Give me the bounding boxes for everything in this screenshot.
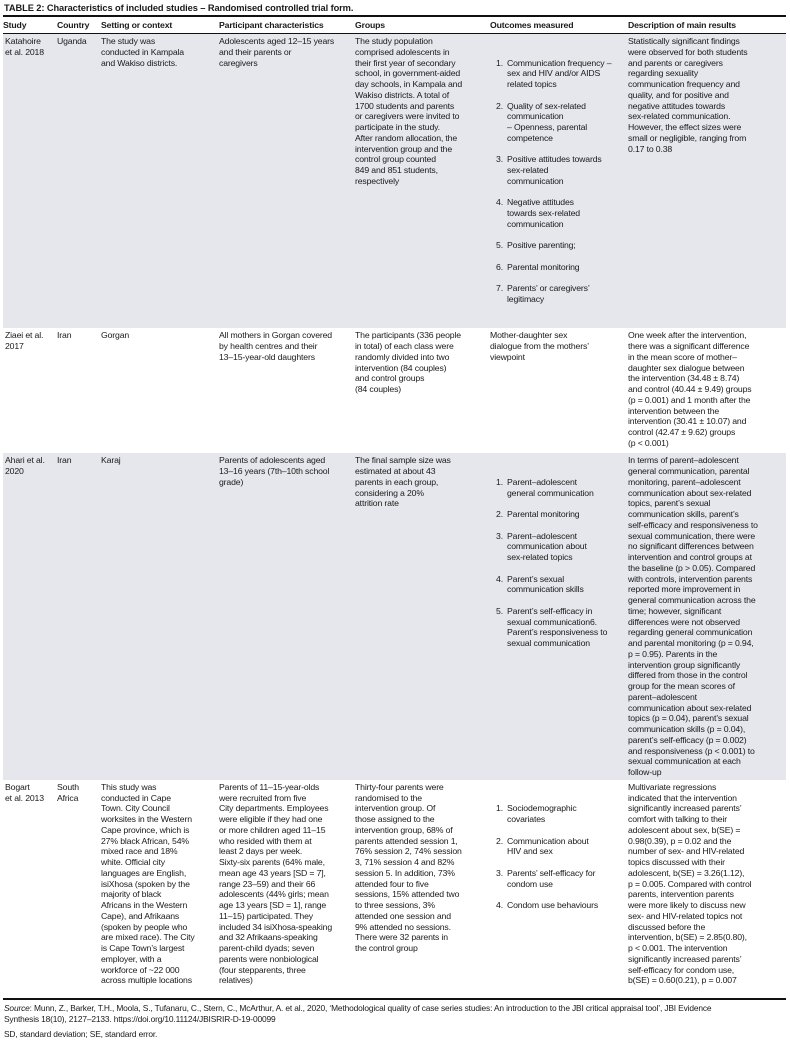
outcome-item [490, 283, 625, 305]
outcome-text: Communication frequency – sex and HIV and/or AIDS related topics [507, 57, 612, 89]
source-note [3, 1003, 786, 1025]
table-row [3, 34, 786, 328]
outcome-item [490, 574, 625, 596]
groups-cell: The study population comprised adolescents in their first year of secondary school, in government-aided day schools, in Kampala and Wakiso districts. A total of 1700 students and parents or caregivers were invited to participate in the study. After random allocation, the intervention group and the control group counted 849 and 851 students, respectively [355, 36, 463, 186]
header-outcomes: Outcomes measured [490, 19, 574, 30]
table-row [3, 780, 786, 998]
outcome-number: 6. [496, 261, 503, 272]
outcome-text: Parent’s sexual communication skills [507, 573, 584, 595]
outcomes-list [490, 793, 625, 922]
outcome-item [490, 58, 625, 90]
outcomes-list [490, 466, 625, 660]
results-cell: One week after the intervention, there was a significant difference in the mean score of mother– daughter sex dialogue between the intervention (34.48 ± 8.74) and control (40.44 ± 9.49) groups (p = 0.001) and 1 month after the intervention between the intervention (30.41 ± 10.07) and control (42.47 ± 9.62) groups (p < 0.001) [628, 330, 752, 448]
outcomes-list [490, 47, 625, 316]
participants-cell: Parents of adolescents aged 13–16 years (7th–10th school grade) [219, 455, 330, 487]
outcome-item [490, 509, 625, 520]
outcome-text: Condom use behaviours [507, 900, 599, 910]
setting-cell: Gorgan [101, 330, 130, 341]
table-row [3, 453, 786, 780]
outcome-number: 4. [496, 573, 503, 584]
outcome-item [490, 240, 625, 251]
participants-cell: Adolescents aged 12–15 years and their parents or caregivers [219, 36, 335, 68]
header-study: Study [3, 19, 27, 30]
outcome-item [490, 197, 625, 229]
abbreviations-note: SD, standard deviation; SE, standard error. [4, 1028, 158, 1039]
results-cell: Statistically significant findings were observed for both students and parents or caregivers regarding sexuality communication frequency and quality, and for positive and negative attitudes towards sex-related communication. However, the effect sizes were small or negligible, ranging from 0.17 to 0.38 [628, 36, 748, 154]
outcome-number: 7. [496, 283, 503, 294]
table-row [3, 328, 786, 453]
outcome-item [490, 477, 625, 499]
outcome-text: Quality of sex-related communication – Openness, parental competence [507, 100, 588, 143]
outcome-number: 2. [496, 100, 503, 111]
setting-cell: This study was conducted in Cape Town. City Council worksites in the Western Cape province, which is 27% black African, 54% mixed race and 18% white. Official city languages are English, isiXhosa (spoken by the majority of black Africans in the Western Cape), and Afrikaans (spoken by people who are mixed race). The City is Cape Town’s largest employer, with a workforce of ~22 000 across multiple locations [101, 781, 195, 986]
outcome-number: 3. [496, 530, 503, 541]
outcome-number: 2. [496, 509, 503, 519]
outcome-number: 5. [496, 605, 503, 616]
country-cell: South Africa [57, 781, 79, 803]
outcome-text: Negative attitudes towards sex-related communication [507, 197, 580, 229]
outcome-text: Parental monitoring [507, 509, 580, 519]
source-text: : Munn, Z., Barker, T.H., Moola, S., Tufanaru, C., Stern, C., McArthur, A. et al., 2020, ‘Methodological quality of case series studies: An introduction to the JBI critical appraisal tool’, JBI Evidence Synthesis 18(10), 2127–2133. https://doi.org/10.11124/JBISRIR-D-19-00099 [4, 1002, 712, 1024]
outcome-number: 4. [496, 197, 503, 208]
outcome-number: 3. [496, 154, 503, 165]
outcomes-cell [490, 453, 628, 780]
outcome-item [490, 803, 625, 825]
setting-cell: Karaj [101, 455, 121, 466]
outcome-text: Parents’ self-efficacy for condom use [507, 867, 596, 889]
outcome-number: 1. [496, 57, 503, 68]
outcome-number: 1. [496, 803, 503, 814]
outcome-item [490, 836, 625, 858]
outcomes-cell: Mother-daughter sex dialogue from the mothers’ viewpoint [490, 330, 589, 362]
outcome-number: 4. [496, 900, 503, 910]
country-cell: Uganda [57, 36, 87, 46]
participants-cell: All mothers in Gorgan covered by health centres and their 13–15-year-old daughters [219, 330, 332, 362]
outcome-number: 2. [496, 835, 503, 846]
outcome-text: Communication about HIV and sex [507, 835, 589, 857]
outcome-text: Parent–adolescent communication about sex-related topics [507, 530, 587, 562]
source-label: Source [4, 1002, 30, 1013]
outcome-number: 5. [496, 240, 503, 251]
outcomes-cell [490, 780, 628, 998]
outcome-item [490, 868, 625, 890]
study-cell: Bogart et al. 2013 [5, 781, 44, 803]
results-cell: Multivariate regressions indicated that the intervention significantly increased parents’ comfort with talking to their adolescent about sex, b(SE) = 0.98(0.39), p = 0.02 and the number of sex- and HIV-related topics discussed with their adolescent, b(SE) = 3.26(1.12), p = 0.005. Compared with control parents, intervention parents were more likely to discuss new sex- and HIV-related topics not discussed before the intervention, b(SE) = 2.85(0.80), p < 0.001. The intervention significantly increased parents’ self-efficacy for condom use, b(SE) = 0.60(0.21), p = 0.007 [628, 781, 752, 986]
table-caption: TABLE 2: Characteristics of included studies – Randomised controlled trial form. [4, 3, 354, 13]
setting-cell: The study was conducted in Kampala and Wakiso districts. [101, 36, 184, 68]
header-country: Country [57, 19, 90, 30]
outcome-text: Parent’s self-efficacy in sexual communication6. Parent’s responsiveness to sexual communication [507, 605, 608, 648]
country-cell: Iran [57, 455, 72, 466]
groups-cell: The participants (336 people in total) of each class were randomly divided into two intervention (84 couples) and control groups (84 couples) [355, 330, 461, 394]
study-cell: Ahari et al. 2020 [5, 455, 45, 476]
outcome-item [490, 900, 625, 911]
results-cell: In terms of parent–adolescent general communication, parental monitoring, parent–adolescent communication about sex-related topics, parent’s sexual communication skills, parent’s self-efficacy and responsiveness to sexual communication, there were no significant differences between intervention and control groups at the baseline (p > 0.05). Compared with controls, intervention parents reported more improvement in general communication across the time; however, significant differences were not observed regarding general communication and parental monitoring (p = 0.94, p = 0.95). Parents in the intervention group significantly differed from those in the control group for the mean scores of parent–adolescent communication about sex-related topics (p = 0.04), parent’s sexual communication skills (p = 0.04), parent’s self-efficacy (p = 0.002) and responsiveness (p < 0.001) to sexual communication at each follow-up [628, 455, 758, 777]
header-results: Description of main results [628, 19, 736, 30]
header-setting: Setting or context [101, 19, 173, 30]
outcome-text: Positive parenting; [507, 240, 576, 251]
study-cell: Ziaei et al. 2017 [5, 330, 44, 351]
outcomes-cell [490, 34, 628, 328]
outcome-number: 3. [496, 867, 503, 878]
groups-cell: Thirty-four parents were randomised to the intervention group. Of those assigned to the intervention group, 68% of parents attended session 1, 76% session 2, 74% session 3, 71% session 4 and 82% session 5. In addition, 73% attended four to five sessions, 15% attended two to three sessions, 3% attended one session and 9% attended no sessions. There were 32 parents in the control group [355, 781, 462, 953]
outcome-text: Parent–adolescent general communication [507, 476, 594, 498]
characteristics-table [3, 15, 786, 1000]
participants-cell: Parents of 11–15-year-olds were recruited from five City departments. Employees were eligible if they had one or more children aged 11–15 who resided with them at least 2 days per week. Sixty-six parents (64% male, mean age 43 years [SD = 7], range 23–59) and their 66 adolescents (44% girls; mean age 13 years [SD = 1], range 11–15) participated. They included 34 isiXhosa-speaking and 32 Afrikaans-speaking parent-child dyads; seven parents were nonbiological (four stepparents, three relatives) [219, 781, 333, 986]
country-cell: Iran [57, 330, 72, 341]
outcome-item [490, 154, 625, 186]
outcome-item [490, 262, 625, 273]
groups-cell: The final sample size was estimated at about 43 parents in each group, considering a 20% attrition rate [355, 455, 451, 509]
outcome-item [490, 101, 625, 144]
outcome-text: Sociodemographic covariates [507, 803, 577, 824]
table-header-row [3, 17, 786, 34]
outcome-text: Positive attitudes towards sex-related communication [507, 154, 602, 186]
header-groups: Groups [355, 19, 385, 30]
outcome-text: Parents’ or caregivers’ legitimacy [507, 283, 590, 304]
outcome-item [490, 531, 625, 563]
outcome-text: Parental monitoring [507, 261, 580, 272]
outcome-number: 1. [496, 476, 503, 487]
study-cell: Katahoire et al. 2018 [5, 36, 44, 57]
header-participants: Participant characteristics [219, 19, 324, 30]
outcome-item [490, 606, 625, 649]
